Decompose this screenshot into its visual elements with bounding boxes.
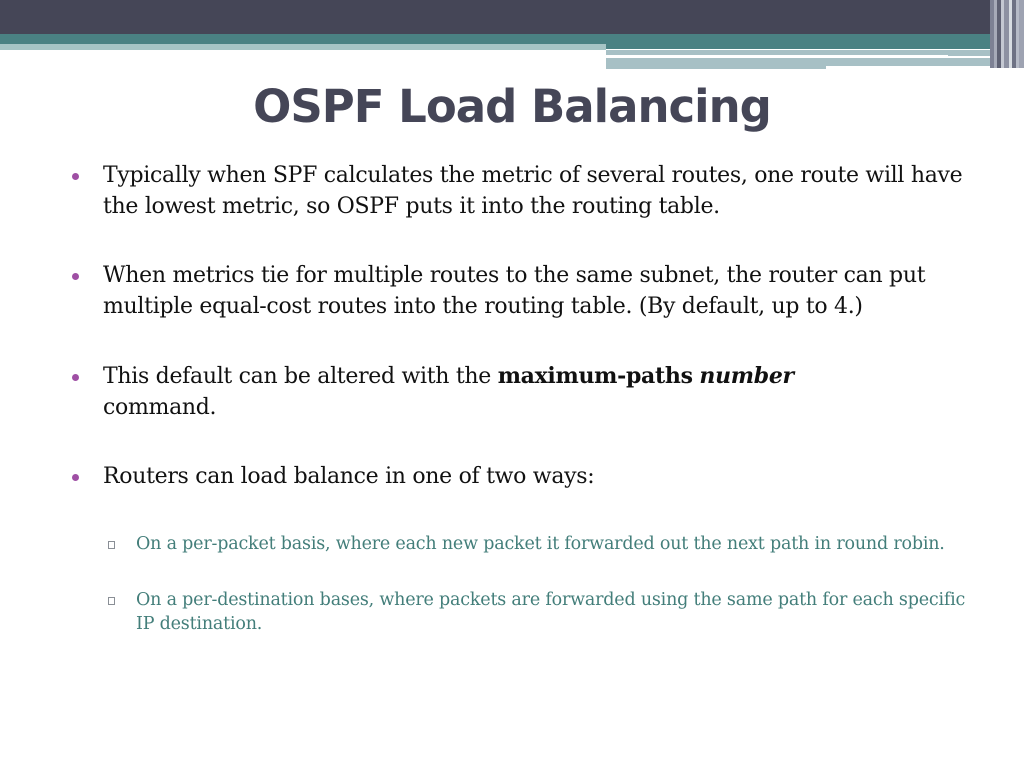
bullet-dot-icon: [72, 374, 79, 381]
sub-bullet-square-icon: [108, 541, 115, 549]
bullet-text: This default can be altered with the maximum-paths number command.: [103, 363, 794, 420]
header-band-light-left: [0, 44, 606, 50]
sub-bullet-square-icon: [108, 597, 115, 605]
bullet-text: When metrics tie for multiple routes to the same subnet, the router can put multiple equal-cost routes into the routing table. (By default, up to 4.): [103, 263, 926, 319]
bullet-dot-icon: [72, 173, 79, 180]
bullet-text: Typically when SPF calculates the metric of several routes, one route will have the lowest metric, so OSPF puts it into the routing table.: [103, 163, 963, 219]
header-band-dark: [0, 0, 1024, 34]
command-argument: number: [699, 363, 794, 389]
bullet-dot-icon: [72, 474, 79, 481]
header-white-line: [606, 55, 948, 58]
sub-bullet-text: On a per-packet basis, where each new packet it forwarded out the next path in round robin.: [136, 534, 945, 554]
command-name: maximum-paths: [497, 363, 693, 389]
sub-bullet-text: On a per-destination bases, where packets are forwarded using the same path for each specific IP destination.: [136, 590, 966, 634]
slide-title: OSPF Load Balancing: [253, 80, 771, 133]
bullet-text: Routers can load balance in one of two ways:: [103, 464, 595, 489]
header-band-light-right-tail: [606, 64, 826, 69]
bullet-dot-icon: [72, 273, 79, 280]
header-vertical-stripes: [990, 0, 1024, 68]
